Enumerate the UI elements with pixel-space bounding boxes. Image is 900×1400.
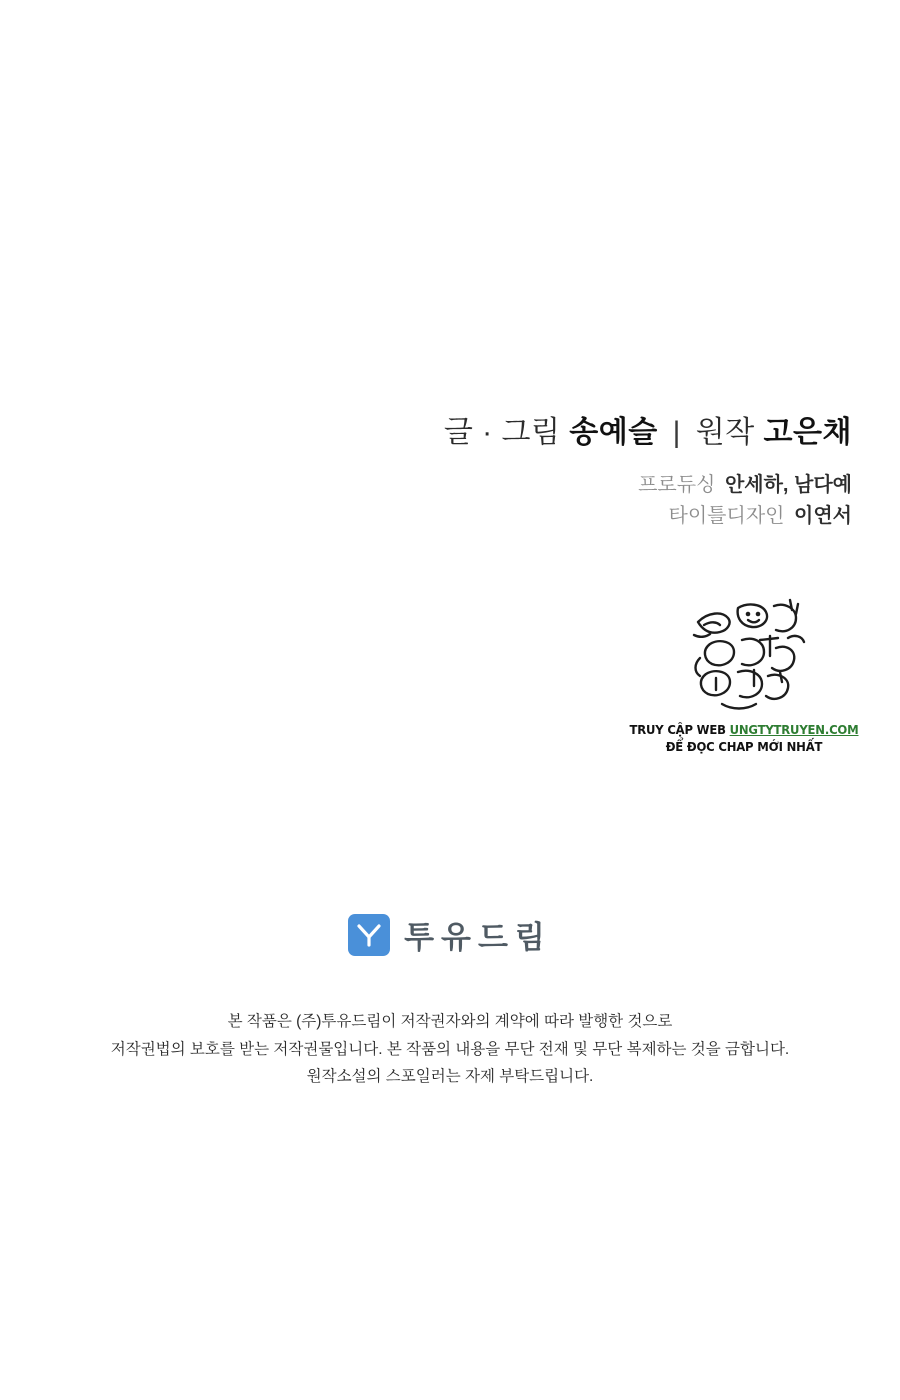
credit-role-producing: 프로듀싱 (638, 474, 716, 496)
toodream-logo-icon (348, 914, 390, 956)
handwritten-korean-logo-icon (664, 578, 824, 728)
credit-role-title-design: 타이틀디자인 (668, 505, 785, 527)
legal-line-2: 저작권법의 보호를 받는 저작권물입니다. 본 작품의 내용을 무단 전재 및 무단 복제하는 것을 금합니다. (110, 1040, 790, 1058)
credit-line-producing (444, 470, 852, 501)
publisher-name: 투유드림 (404, 920, 552, 955)
watermark-line-2: ĐỂ ĐỌC CHAP MỚI NHẤT (665, 738, 823, 754)
credit-role-writer-artist: 글 · 그림 (443, 416, 561, 449)
legal-line-3: 원작소설의 스포일러는 자제 부탁드립니다. (306, 1068, 594, 1086)
credit-main-line (444, 418, 852, 448)
credit-name-title-design: 이연서 (794, 505, 852, 527)
credit-name-original: 고은채 (763, 416, 852, 449)
site-watermark (629, 722, 860, 756)
watermark-prefix: TRUY CẬP WEB (629, 722, 730, 737)
credit-separator: | (672, 416, 681, 449)
watermark-site-url: UNGTYTRUYEN.COM (729, 722, 859, 737)
legal-notice (0, 1008, 900, 1091)
credit-sub-lines (444, 470, 852, 532)
watermark-line-1 (629, 722, 860, 739)
credit-line-title-design (444, 501, 852, 532)
credits-block (444, 418, 852, 532)
credit-role-original: 원작 (695, 416, 755, 449)
publisher-logo (0, 912, 900, 957)
credit-name-producing: 안세하, 남다예 (724, 474, 852, 496)
legal-line-1: 본 작품은 (주)투유드림이 저작권자와의 계약에 따라 발행한 것으로 (227, 1013, 673, 1030)
credit-name-writer-artist: 송예슬 (569, 416, 658, 449)
